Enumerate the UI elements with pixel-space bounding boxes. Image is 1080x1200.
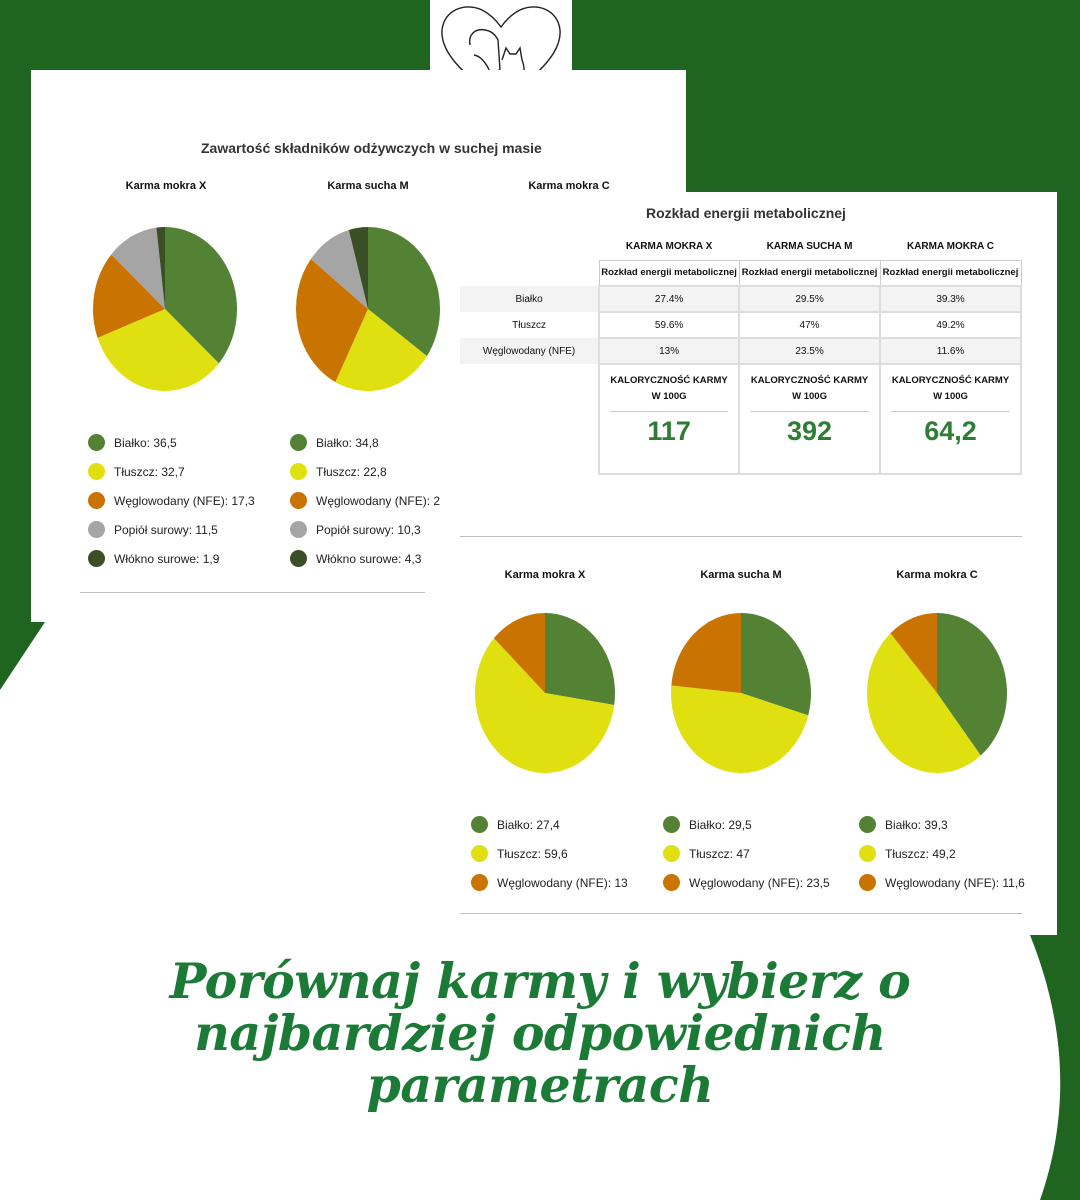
legend-label: Tłuszcz: 32,7 xyxy=(114,464,185,479)
legend-item xyxy=(859,839,1025,868)
panel2-label-m: Karma sucha M xyxy=(700,569,782,581)
legend-item xyxy=(88,428,255,457)
panel2-divider-top xyxy=(460,536,1022,537)
weglowodany-swatch xyxy=(88,492,105,509)
column-header: KARMA MOKRA C xyxy=(906,241,995,253)
bialko-swatch xyxy=(471,816,488,833)
legend-label: Węglowodany (NFE): 13 xyxy=(497,875,628,890)
kcal-label: KALORYCZNOŚĆ KARMY xyxy=(891,375,1010,386)
kcal-label: KALORYCZNOŚĆ KARMY xyxy=(610,375,728,386)
kcal-unit: W 100G xyxy=(651,391,687,402)
kcal-card-c xyxy=(880,364,1021,474)
legend-item xyxy=(88,515,255,544)
pie-chart-panel2-c xyxy=(862,610,1012,776)
tluszcz-swatch xyxy=(859,845,876,862)
legend-item xyxy=(663,868,830,897)
panel1-divider xyxy=(80,592,425,593)
legend-label: Białko: 27,4 xyxy=(497,817,560,832)
weglowodany-swatch xyxy=(859,874,876,891)
tluszcz-swatch xyxy=(290,463,307,480)
subheader-cell: Rozkład energii metabolicznej xyxy=(599,260,739,286)
table-cell: 59.6% xyxy=(599,312,739,338)
bialko-swatch xyxy=(859,816,876,833)
legend-item xyxy=(88,544,255,573)
panel1-legend-x xyxy=(88,428,255,573)
legend-label: Włókno surowe: 1,9 xyxy=(114,551,220,566)
legend-label: Tłuszcz: 47 xyxy=(689,846,750,861)
bialko-swatch xyxy=(290,434,307,451)
legend-label: Węglowodany (NFE): 2 xyxy=(316,493,441,508)
kcal-value-c: 64,2 xyxy=(924,416,977,446)
pie-chart-panel1-x xyxy=(93,225,243,393)
panel2-legend-c xyxy=(859,810,1025,897)
panel2-divider-bottom xyxy=(460,913,1022,914)
table-cell: 39.3% xyxy=(880,286,1021,312)
popiol-swatch xyxy=(290,521,307,538)
panel1-label-c: Karma mokra C xyxy=(528,180,610,192)
pie-chart-panel2-x xyxy=(470,610,620,776)
popiol-swatch xyxy=(88,521,105,538)
legend-item xyxy=(663,839,830,868)
panel1-title: Zawartość składników odżywczych w suchej masie xyxy=(201,140,542,156)
legend-label: Popiół surowy: 10,3 xyxy=(316,522,421,537)
row-label: Węglowodany (NFE) xyxy=(482,345,576,357)
subheader-cell: Rozkład energii metabolicznej xyxy=(739,260,880,286)
legend-label: Białko: 29,5 xyxy=(689,817,752,832)
legend-item xyxy=(290,428,425,457)
kcal-value-x: 117 xyxy=(647,416,691,446)
panel2-label-c: Karma mokra C xyxy=(896,569,978,581)
table-row xyxy=(460,286,1021,312)
wlokno-swatch xyxy=(88,550,105,567)
panel1-label-x: Karma mokra X xyxy=(125,180,207,192)
energy-table xyxy=(460,234,1022,475)
table-cell: 23.5% xyxy=(739,338,880,364)
panel1-label-m: Karma sucha M xyxy=(327,180,409,192)
legend-item xyxy=(290,515,425,544)
bialko-swatch xyxy=(663,816,680,833)
kcal-unit: W 100G xyxy=(933,391,968,402)
legend-item xyxy=(88,486,255,515)
subheader-cell: Rozkład energii metabolicznej xyxy=(880,260,1021,286)
legend-item xyxy=(88,457,255,486)
legend-item xyxy=(290,486,441,515)
legend-label: Węglowodany (NFE): 11,6 xyxy=(885,875,1025,890)
pie-slice-węglowodany-nfe xyxy=(671,613,741,693)
legend-label: Tłuszcz: 49,2 xyxy=(885,846,956,861)
pie-chart-panel1-m xyxy=(295,225,425,393)
legend-item xyxy=(859,810,1025,839)
panel2-label-x: Karma mokra X xyxy=(504,569,586,581)
column-header: KARMA MOKRA X xyxy=(625,241,713,253)
table-cell: 27.4% xyxy=(599,286,739,312)
table-cell: 29.5% xyxy=(739,286,880,312)
kcal-value-m: 392 xyxy=(787,416,833,446)
table-cell: 47% xyxy=(739,312,880,338)
kcal-label: KALORYCZNOŚĆ KARMY xyxy=(750,375,869,386)
table-cell: 13% xyxy=(599,338,739,364)
legend-label: Białko: 36,5 xyxy=(114,435,177,450)
pie-slice-białko xyxy=(545,613,615,705)
legend-label: Tłuszcz: 59,6 xyxy=(497,846,568,861)
legend-label: Włókno surowe: 4,3 xyxy=(316,551,422,566)
table-row xyxy=(460,312,1021,338)
row-label: Tłuszcz xyxy=(512,319,547,331)
tluszcz-swatch xyxy=(88,463,105,480)
legend-item xyxy=(859,868,1025,897)
legend-item xyxy=(471,868,628,897)
tluszcz-swatch xyxy=(471,845,488,862)
legend-label: Białko: 39,3 xyxy=(885,817,948,832)
weglowodany-swatch xyxy=(290,492,307,509)
legend-item xyxy=(663,810,830,839)
legend-item xyxy=(471,810,628,839)
row-label: Białko xyxy=(515,293,543,305)
legend-label: Popiół surowy: 11,5 xyxy=(114,522,218,537)
table-cell: 11.6% xyxy=(880,338,1021,364)
pie-chart-panel2-m xyxy=(666,610,816,776)
panel-energy xyxy=(440,192,1057,935)
legend-label: Węglowodany (NFE): 17,3 xyxy=(114,493,255,508)
panel2-legend-m xyxy=(663,810,830,897)
slogan-heading: Porównaj karmy i wybierz o najbardziej odpowiednich parametrach xyxy=(169,952,911,1114)
tluszcz-swatch xyxy=(663,845,680,862)
legend-label: Białko: 34,8 xyxy=(316,435,379,450)
bialko-swatch xyxy=(88,434,105,451)
wlokno-swatch xyxy=(290,550,307,567)
kcal-card-m xyxy=(739,364,880,474)
legend-label: Tłuszcz: 22,8 xyxy=(316,464,387,479)
table-cell: 49.2% xyxy=(880,312,1021,338)
table-row xyxy=(460,338,1021,364)
panel1-legend-m xyxy=(290,428,441,573)
legend-item xyxy=(290,457,425,486)
kcal-unit: W 100G xyxy=(792,391,827,402)
weglowodany-swatch xyxy=(471,874,488,891)
column-header: KARMA SUCHA M xyxy=(766,241,853,253)
legend-item xyxy=(471,839,628,868)
panel2-title: Rozkład energii metabolicznej xyxy=(646,205,846,221)
kcal-row xyxy=(460,364,1021,474)
panel2-legend-x xyxy=(471,810,628,897)
legend-item xyxy=(290,544,425,573)
weglowodany-swatch xyxy=(663,874,680,891)
kcal-card-x xyxy=(599,364,739,474)
legend-label: Węglowodany (NFE): 23,5 xyxy=(689,875,830,890)
